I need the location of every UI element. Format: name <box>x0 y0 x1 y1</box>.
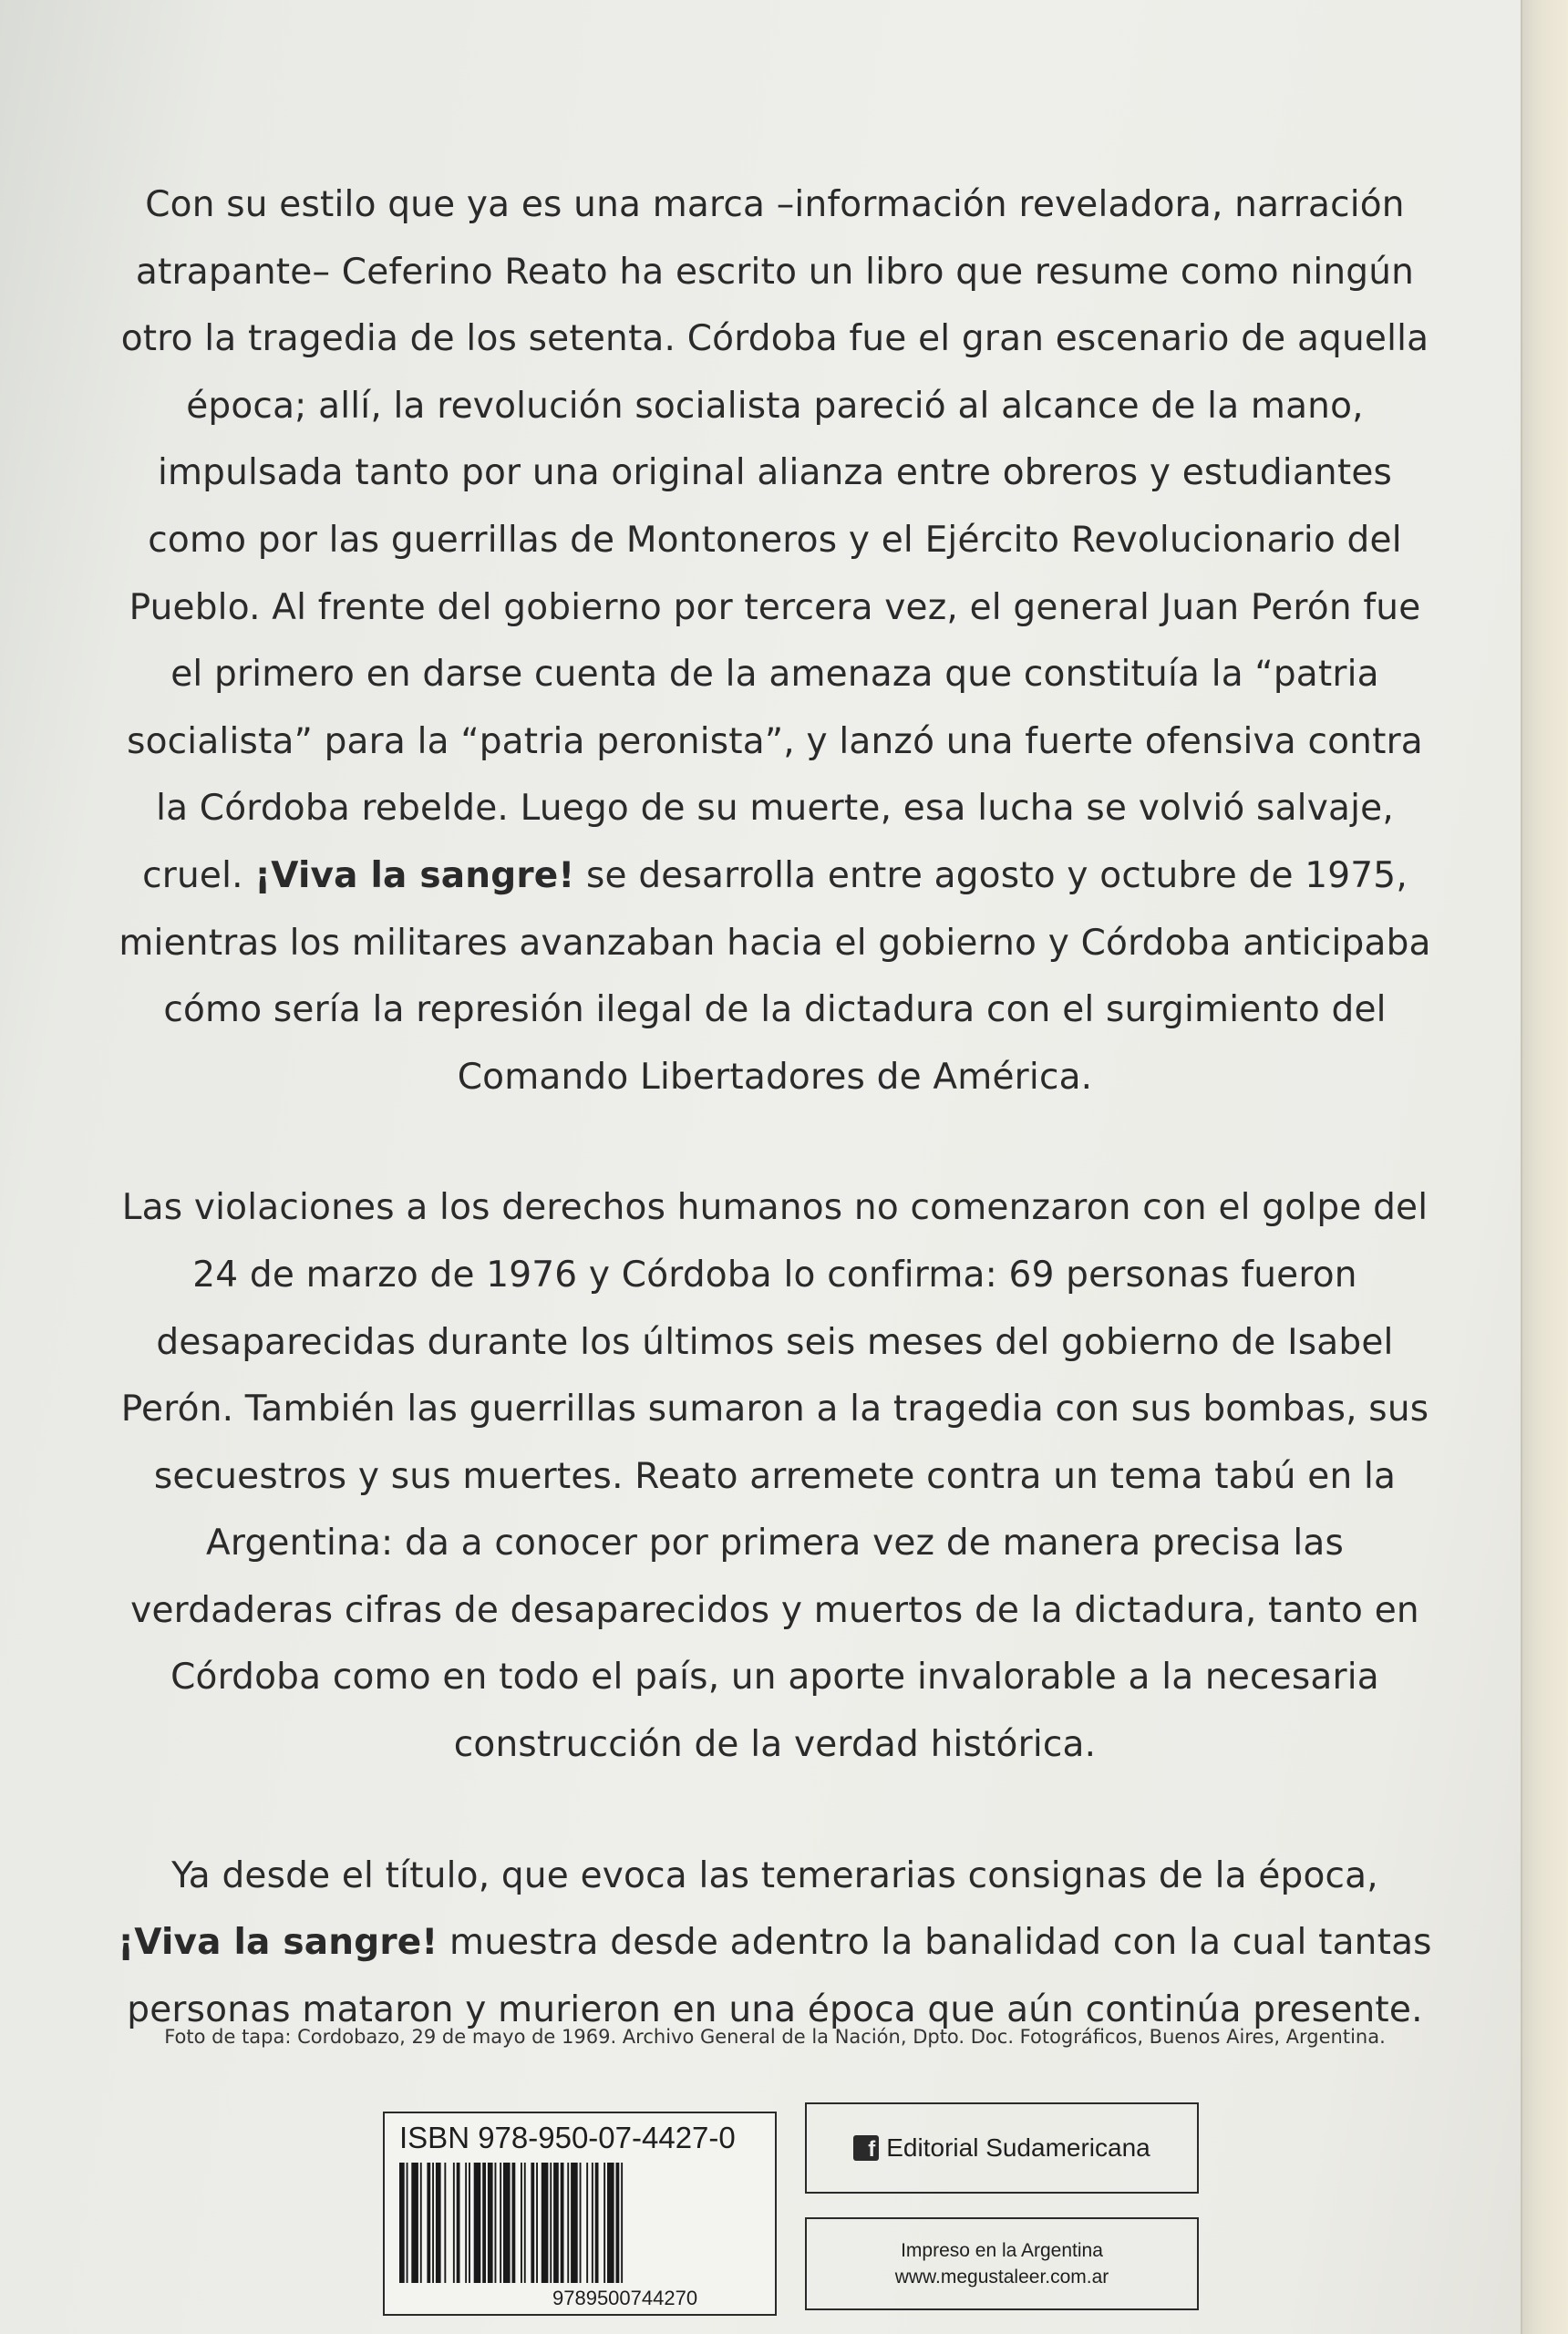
blurb-text: se desarrolla entre agosto y octubre de 1975, <box>574 854 1408 896</box>
blurb-line: 24 de marzo de 1976 y Córdoba lo confirma: 69 personas fueron <box>192 1254 1357 1296</box>
print-info-box <box>805 2217 1199 2310</box>
website-url: www.megustaleer.com.ar <box>894 2267 1109 2288</box>
barcode-bar <box>586 2163 588 2283</box>
barcode-bar <box>521 2163 522 2283</box>
barcode-bar <box>453 2163 455 2283</box>
blurb-line: mientras los militares avanzaban hacia el gobierno y Córdoba anticipaba <box>119 922 1431 964</box>
back-cover-blurb <box>100 171 1449 2043</box>
photo-credit: Foto de tapa: Cordobazo, 29 de mayo de 1969. Archivo General de la Nación, Dpto. Doc. Fotográficos, Buenos Aires, Argentina. <box>164 2026 1386 2048</box>
barcode <box>399 2163 762 2283</box>
blurb-text: cruel. <box>142 854 255 896</box>
barcode-bar <box>488 2163 493 2283</box>
blurb-line: socialista” para la “patria peronista”, y lanzó una fuerte ofensiva contra <box>127 720 1423 762</box>
blurb-line: verdaderas cifras de desaparecidos y muertos de la dictadura, tanto en <box>130 1589 1419 1631</box>
blurb-line: cómo sería la represión ilegal de la dictadura con el surgimiento del <box>163 989 1387 1031</box>
blurb-line: secuestros y sus muertes. Reato arremete contra un tema tabú en la <box>153 1455 1397 1497</box>
barcode-bar <box>550 2163 552 2283</box>
barcode-number: 9789500744270 <box>549 2287 701 2310</box>
barcode-bar <box>503 2163 511 2283</box>
barcode-bar <box>495 2163 497 2283</box>
book-title-inline: ¡Viva la sangre! <box>254 854 575 896</box>
barcode-bar <box>465 2163 467 2283</box>
blurb-line: Córdoba como en todo el país, un aporte invalorable a la necesaria <box>170 1657 1379 1699</box>
barcode-bar <box>580 2163 582 2283</box>
blurb-line: como por las guerrillas de Montoneros y el Ejército Revolucionario del <box>148 519 1402 561</box>
blurb-line: la Córdoba rebelde. Luego de su muerte, esa lucha se volvió salvaje, <box>156 788 1394 830</box>
barcode-bar <box>531 2163 534 2283</box>
isbn-barcode-box <box>383 2112 777 2316</box>
barcode-bar <box>571 2163 578 2283</box>
barcode-bar <box>553 2163 559 2283</box>
publisher-name: Editorial Sudamericana <box>886 2133 1150 2162</box>
blurb-line: Argentina: da a conocer por primera vez de manera precisa las <box>206 1523 1344 1565</box>
barcode-bar <box>616 2163 620 2283</box>
barcode-bar <box>436 2163 441 2283</box>
barcode-bar <box>561 2163 564 2283</box>
facebook-icon: f <box>853 2135 879 2161</box>
barcode-bar <box>474 2163 481 2283</box>
blurb-line: Perón. También las guerrillas sumaron a la tragedia con sus bombas, sus <box>120 1389 1429 1430</box>
blurb-line: personas mataron y murieron en una época que aún continúa presente. <box>127 1988 1423 2030</box>
barcode-bar <box>500 2163 501 2283</box>
blurb-line: atrapante– Ceferino Reato ha escrito un libro que resume como ningún <box>135 251 1415 293</box>
barcode-bar <box>469 2163 470 2283</box>
barcode-bar <box>427 2163 430 2283</box>
blurb-paragraph-2 <box>100 1174 1449 1778</box>
barcode-bar <box>444 2163 446 2283</box>
blurb-line <box>100 1909 1449 1977</box>
book-title-inline: ¡Viva la sangre! <box>118 1922 438 1964</box>
barcode-bar <box>603 2163 605 2283</box>
blurb-line: el primero en darse cuenta de la amenaza que constituía la “patria <box>170 654 1379 696</box>
blurb-paragraph-1 <box>100 171 1449 1110</box>
blurb-line: Ya desde el título, que evoca las temerarias consignas de la época, <box>171 1854 1378 1896</box>
blurb-line: desaparecidas durante los últimos seis meses del gobierno de Isabel <box>156 1321 1394 1363</box>
barcode-bar <box>542 2163 549 2283</box>
blurb-line: Comando Libertadores de América. <box>457 1056 1093 1098</box>
barcode-bar <box>536 2163 538 2283</box>
blurb-line: construcción de la verdad histórica. <box>453 1724 1097 1766</box>
barcode-bar <box>592 2163 593 2283</box>
barcode-bar <box>482 2163 486 2283</box>
spine-edge <box>1521 0 1568 2334</box>
blurb-line: impulsada tanto por una original alianza entre obreros y estudiantes <box>157 452 1393 494</box>
barcode-bar <box>457 2163 460 2283</box>
barcode-bar <box>567 2163 569 2283</box>
barcode-bar <box>512 2163 516 2283</box>
printed-in: Impreso en la Argentina <box>901 2240 1103 2261</box>
barcode-bar <box>524 2163 526 2283</box>
barcode-bar <box>432 2163 434 2283</box>
blurb-line: otro la tragedia de los setenta. Córdoba fue el gran escenario de aquella <box>120 318 1429 360</box>
blurb-line: Pueblo. Al frente del gobierno por tercera vez, el general Juan Perón fue <box>129 586 1421 628</box>
barcode-bar <box>411 2163 418 2283</box>
blurb-text: muestra desde adentro la banalidad con la cual tantas <box>438 1922 1432 1964</box>
publisher-box <box>805 2102 1199 2194</box>
blurb-line: Con su estilo que ya es una marca –información reveladora, narración <box>145 184 1405 225</box>
barcode-bar <box>407 2163 408 2283</box>
barcode-bar <box>621 2163 623 2283</box>
barcode-bar <box>420 2163 422 2283</box>
blurb-line <box>100 842 1449 910</box>
barcode-bar <box>595 2163 599 2283</box>
blurb-paragraph-3 <box>100 1843 1449 2044</box>
isbn-label: ISBN 978-950-07-4427-0 <box>399 2121 736 2154</box>
blurb-line: Las violaciones a los derechos humanos no comenzaron con el golpe del <box>121 1187 1429 1229</box>
barcode-bar <box>399 2163 405 2283</box>
blurb-line: época; allí, la revolución socialista pareció al alcance de la mano, <box>186 385 1364 427</box>
barcode-bar <box>607 2163 614 2283</box>
